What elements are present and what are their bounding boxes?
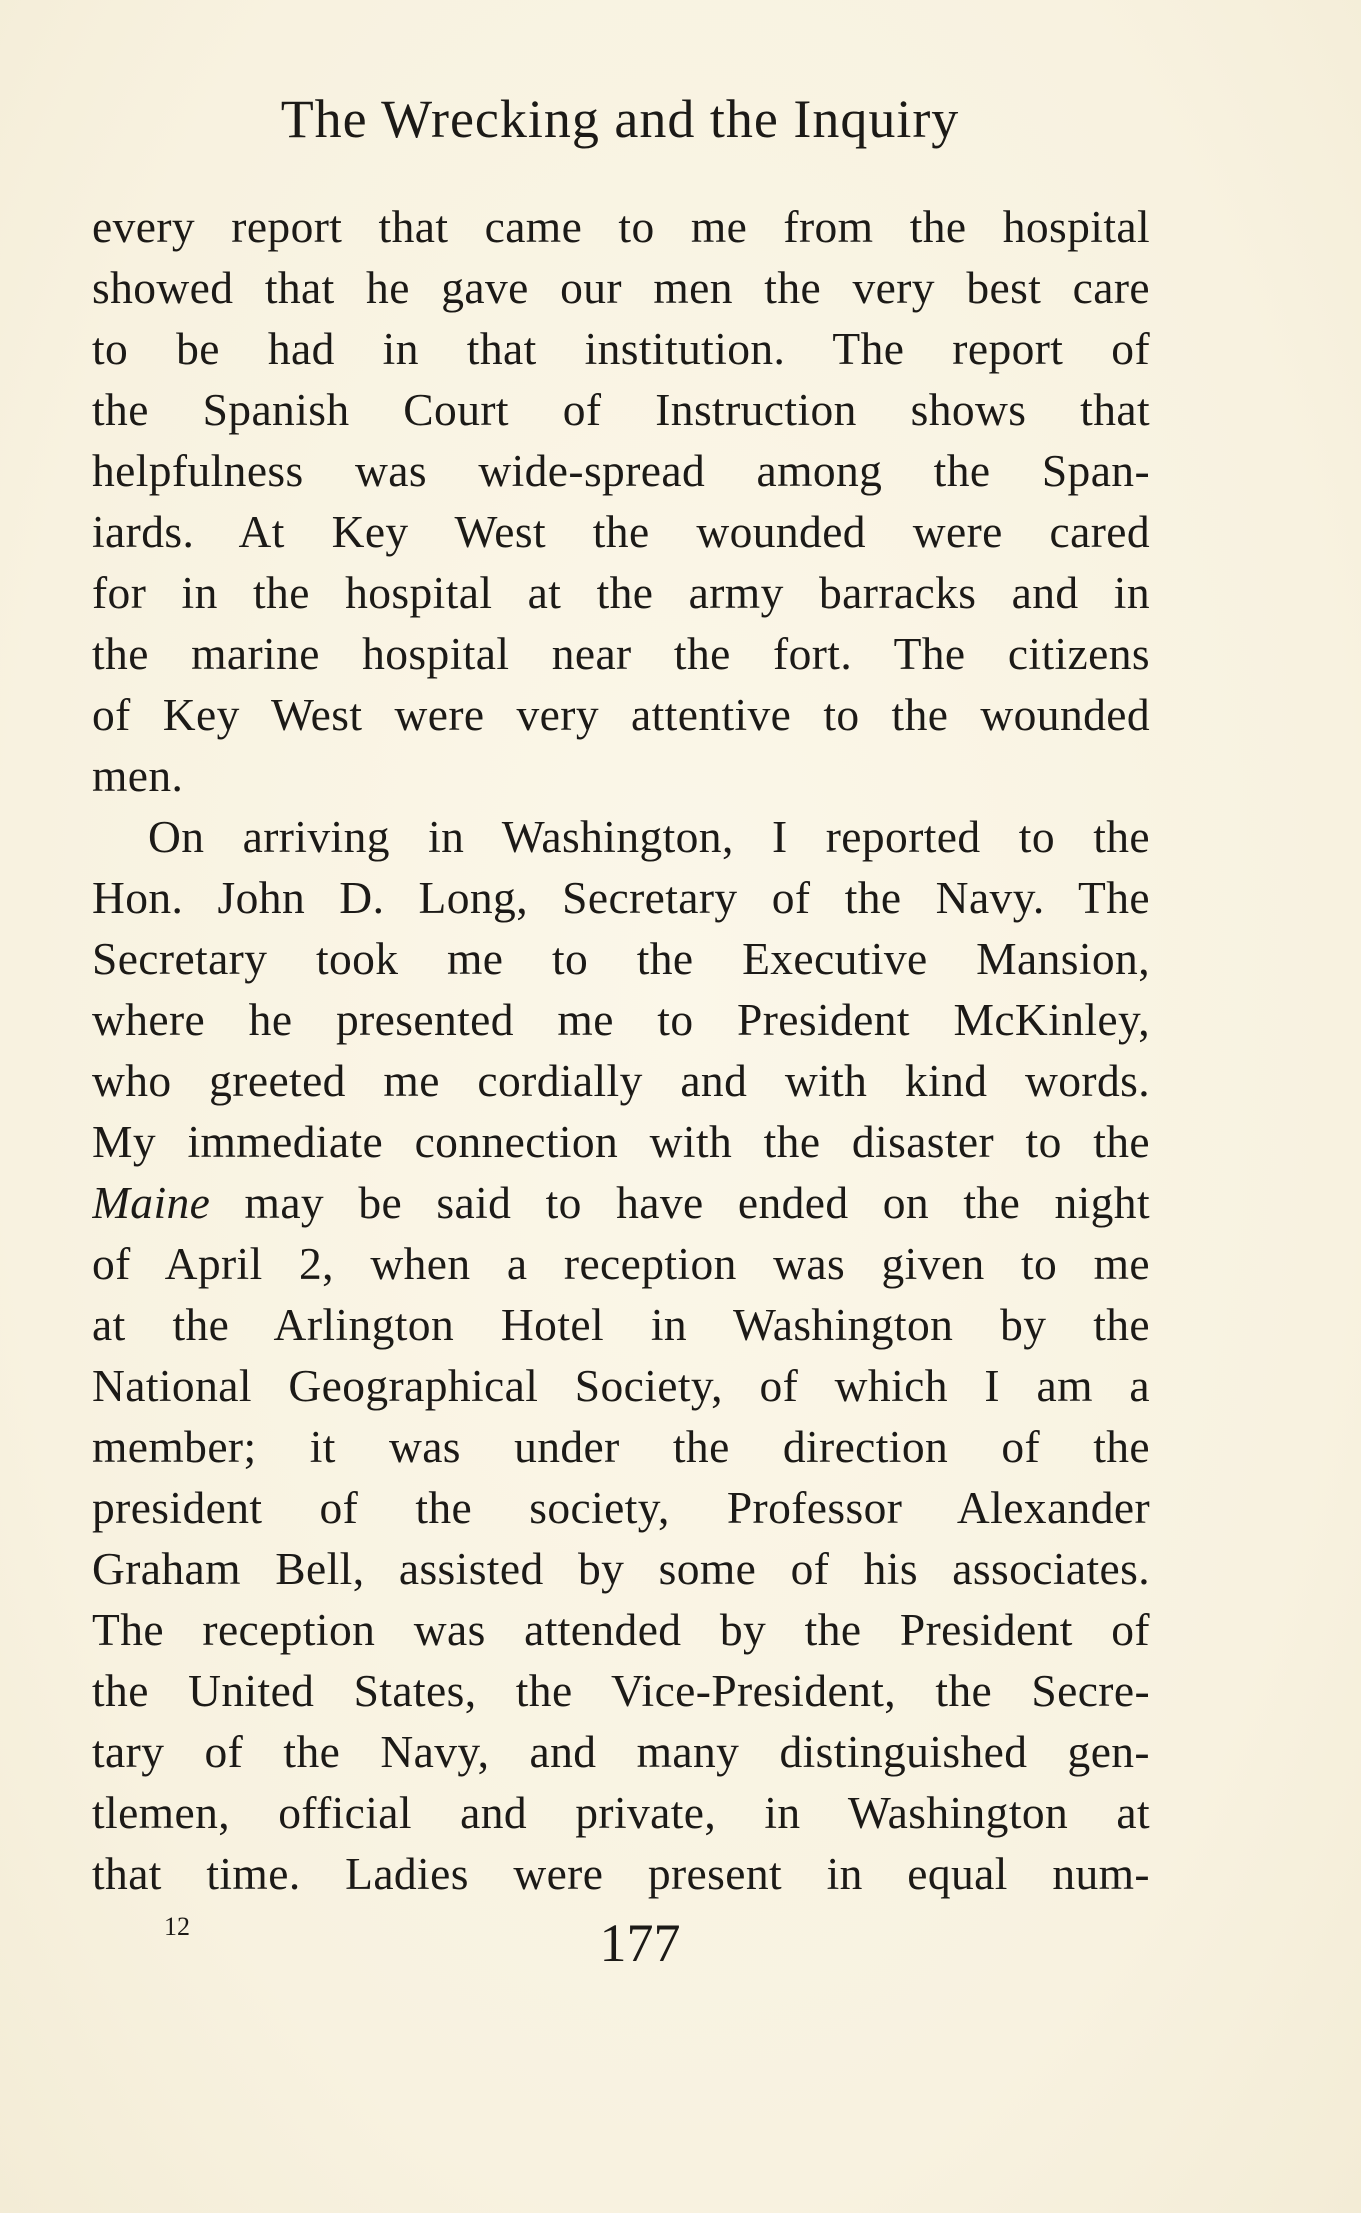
text-line: of April 2, when a reception was given to me	[92, 1238, 1150, 1289]
text-line: the United States, the Vice-President, the Secre-	[92, 1665, 1150, 1716]
text-line: My immediate connection with the disaster to the	[92, 1116, 1150, 1167]
text-line: men.	[92, 750, 184, 801]
text-line: member; it was under the direction of the	[92, 1421, 1150, 1472]
text-line: showed that he gave our men the very best care	[92, 262, 1150, 313]
text-line: tary of the Navy, and many distinguished gen-	[92, 1726, 1150, 1777]
running-title: The Wrecking and the Inquiry	[280, 89, 960, 149]
text-line: for in the hospital at the army barracks and in	[92, 567, 1150, 618]
text-line-with-ship-name	[92, 1172, 1150, 1233]
body-text	[92, 196, 1150, 1904]
text-line-rest: may be said to have ended on the night	[244, 1177, 1150, 1228]
text-line: president of the society, Professor Alexander	[92, 1482, 1150, 1533]
text-line: every report that came to me from the hospital	[92, 201, 1150, 252]
text-line: Hon. John D. Long, Secretary of the Navy. The	[92, 872, 1150, 923]
text-line: who greeted me cordially and with kind words.	[92, 1055, 1150, 1106]
signature-mark: 12	[164, 1912, 190, 1941]
text-line: to be had in that institution. The report of	[92, 323, 1150, 374]
text-line: that time. Ladies were present in equal num-	[92, 1848, 1150, 1899]
text-line: the Spanish Court of Instruction shows that	[92, 384, 1150, 435]
text-line: iards. At Key West the wounded were cared	[92, 506, 1150, 557]
text-line: On arriving in Washington, I reported to the	[148, 811, 1150, 862]
ship-name: Maine	[92, 1177, 211, 1228]
text-line: tlemen, official and private, in Washington at	[92, 1787, 1150, 1838]
text-line: of Key West were very attentive to the wounded	[92, 689, 1150, 740]
text-line: the marine hospital near the fort. The citizens	[92, 628, 1150, 679]
text-line: National Geographical Society, of which I am a	[92, 1360, 1150, 1411]
text-line: at the Arlington Hotel in Washington by the	[92, 1299, 1150, 1350]
text-line: Secretary took me to the Executive Mansion,	[92, 933, 1150, 984]
page-number: 177	[599, 1913, 681, 1973]
text-line: where he presented me to President McKinley,	[92, 994, 1150, 1045]
text-line: The reception was attended by the President of	[92, 1604, 1150, 1655]
text-line: Graham Bell, assisted by some of his associates.	[92, 1543, 1150, 1594]
text-line: helpfulness was wide-spread among the Span-	[92, 445, 1150, 496]
